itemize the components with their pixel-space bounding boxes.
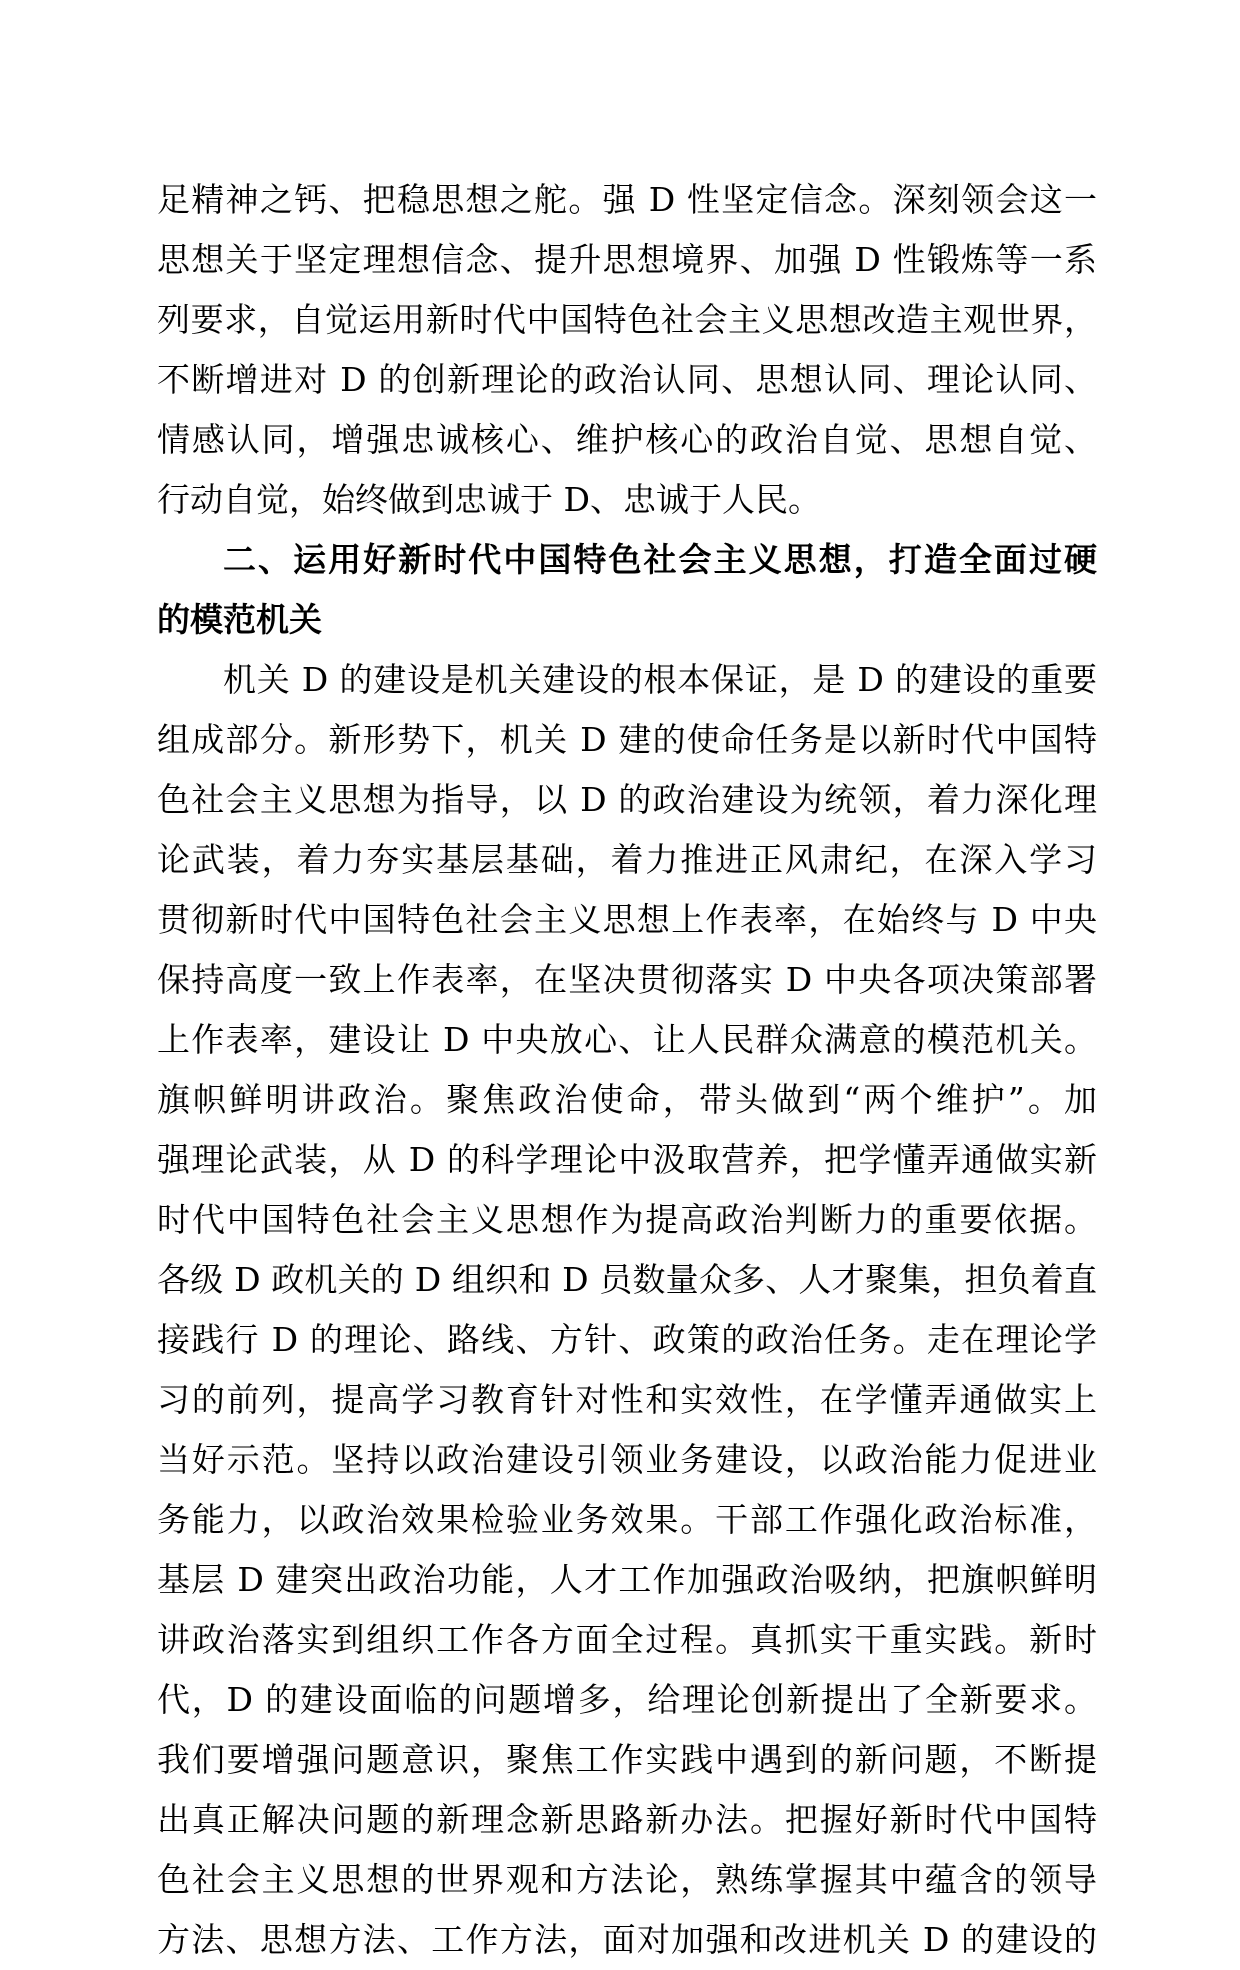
document-page (157, 170, 1097, 1970)
paragraph-line: 我们要增强问题意识，聚焦工作实践中遇到的新问题，不断提 (157, 1740, 1097, 1779)
paragraph-line: 组成部分。新形势下，机关 D 建的使命任务是以新时代中国特 (157, 720, 1097, 759)
paragraph-line: 习的前列，提高学习教育针对性和实效性，在学懂弄通做实上 (157, 1380, 1097, 1419)
paragraph-line: 旗帜鲜明讲政治。聚焦政治使命，带头做到“两个维护”。加 (157, 1080, 1097, 1119)
paragraph-line: 代，D 的建设面临的问题增多，给理论创新提出了全新要求。 (157, 1680, 1097, 1719)
paragraph-line: 各级 D 政机关的 D 组织和 D 员数量众多、人才聚集，担负着直 (157, 1260, 1097, 1299)
paragraph-line: 务能力，以政治效果检验业务效果。干部工作强化政治标准， (157, 1500, 1097, 1539)
paragraph-line: 论武装，着力夯实基层基础，着力推进正风肃纪，在深入学习 (157, 840, 1097, 879)
heading-line: 二、运用好新时代中国特色社会主义思想，打造全面过硬 (223, 540, 1097, 579)
paragraph-line: 接践行 D 的理论、路线、方针、政策的政治任务。走在理论学 (157, 1320, 1097, 1359)
paragraph-line: 思想关于坚定理想信念、提升思想境界、加强 D 性锻炼等一系 (157, 240, 1097, 279)
paragraph-line: 列要求，自觉运用新时代中国特色社会主义思想改造主观世界， (157, 300, 1097, 339)
paragraph-line: 当好示范。坚持以政治建设引领业务建设，以政治能力促进业 (157, 1440, 1097, 1479)
heading-line: 的模范机关 (157, 600, 322, 639)
paragraph-line: 方法、思想方法、工作方法，面对加强和改进机关 D 的建设的 (157, 1920, 1097, 1959)
paragraph-line: 强理论武装，从 D 的科学理论中汲取营养，把学懂弄通做实新 (157, 1140, 1097, 1179)
section-heading (157, 530, 1097, 650)
paragraph-1 (157, 170, 1097, 530)
paragraph-line: 出真正解决问题的新理念新思路新办法。把握好新时代中国特 (157, 1800, 1097, 1839)
paragraph-line: 足精神之钙、把稳思想之舵。强 D 性坚定信念。深刻领会这一 (157, 180, 1097, 219)
paragraph-line: 色社会主义思想为指导，以 D 的政治建设为统领，着力深化理 (157, 780, 1097, 819)
paragraph-line: 基层 D 建突出政治功能，人才工作加强政治吸纳，把旗帜鲜明 (157, 1560, 1097, 1599)
paragraph-line: 贯彻新时代中国特色社会主义思想上作表率，在始终与 D 中央 (157, 900, 1097, 939)
paragraph-line: 时代中国特色社会主义思想作为提高政治判断力的重要依据。 (157, 1200, 1097, 1239)
paragraph-line: 行动自觉，始终做到忠诚于 D、忠诚于人民。 (157, 480, 821, 519)
paragraph-line: 机关 D 的建设是机关建设的根本保证，是 D 的建设的重要 (223, 660, 1097, 699)
paragraph-line: 不断增进对 D 的创新理论的政治认同、思想认同、理论认同、 (157, 360, 1097, 399)
paragraph-line: 讲政治落实到组织工作各方面全过程。真抓实干重实践。新时 (157, 1620, 1097, 1659)
paragraph-line: 上作表率，建设让 D 中央放心、让人民群众满意的模范机关。 (157, 1020, 1097, 1059)
paragraph-line: 色社会主义思想的世界观和方法论，熟练掌握其中蕴含的领导 (157, 1860, 1097, 1899)
paragraph-line: 保持高度一致上作表率，在坚决贯彻落实 D 中央各项决策部署 (157, 960, 1097, 999)
paragraph-2 (157, 650, 1097, 1970)
paragraph-line: 情感认同，增强忠诚核心、维护核心的政治自觉、思想自觉、 (157, 420, 1097, 459)
